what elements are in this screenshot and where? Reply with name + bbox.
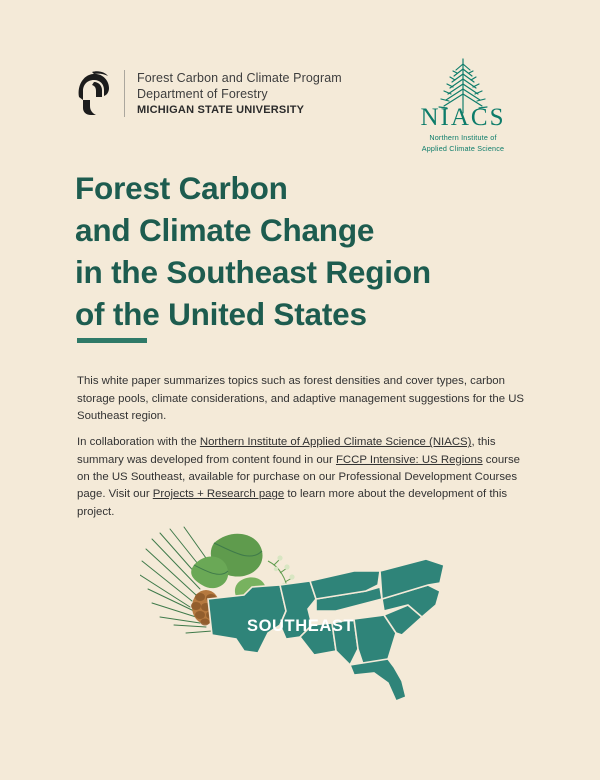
projects-research-link[interactable]: Projects + Research page — [152, 488, 285, 501]
title-line-4: of the United States — [75, 295, 367, 332]
fccp-intensive-link[interactable]: FCCP Intensive: US Regions — [335, 453, 483, 466]
southeast-illustration — [140, 525, 470, 705]
logo-divider — [124, 70, 125, 117]
niacs-subtitle-line2: Applied Climate Science — [421, 143, 505, 153]
niacs-wordmark: NIACS — [420, 104, 506, 131]
collab-text-1: In collaboration with the — [77, 436, 200, 449]
collab-text-3: course on the US Southeast, available for purchase on our Professional Development Courses page. Visit our — [77, 453, 520, 501]
msu-logo-lockup — [72, 70, 342, 117]
title-line-1: Forest Carbon — [75, 170, 288, 207]
niacs-link[interactable]: Northern Institute of Applied Climate Science (NIACS) — [199, 436, 472, 449]
msu-program-line: Forest Carbon and Climate Program — [137, 71, 342, 85]
collab-text-2: , this summary was developed from content found in our — [77, 436, 496, 466]
accent-divider — [77, 338, 147, 343]
collab-text-4: to learn more about the development of this project. — [77, 488, 508, 518]
msu-wordmark — [137, 70, 342, 117]
title-line-3: in the Southeast Region — [75, 253, 431, 290]
collaboration-paragraph — [77, 434, 532, 521]
spartan-helmet-icon — [72, 70, 112, 116]
msu-university-line: MICHIGAN STATE UNIVERSITY — [137, 104, 305, 116]
niacs-logo-lockup — [398, 56, 528, 153]
page-title — [75, 168, 545, 336]
title-line-2: and Climate Change — [75, 211, 375, 248]
region-label: SOUTHEAST — [247, 617, 355, 635]
niacs-subtitle-line1: Northern Institute of — [429, 133, 497, 142]
msu-department-line: Department of Forestry — [137, 87, 268, 101]
summary-paragraph: This white paper summarizes topics such as forest densities and cover types, carbon storage pools, climate considerations, and adaptive management suggestions for the US Southeast region. — [77, 375, 525, 423]
southeast-map-graphic — [140, 525, 470, 705]
document-header — [72, 62, 540, 153]
